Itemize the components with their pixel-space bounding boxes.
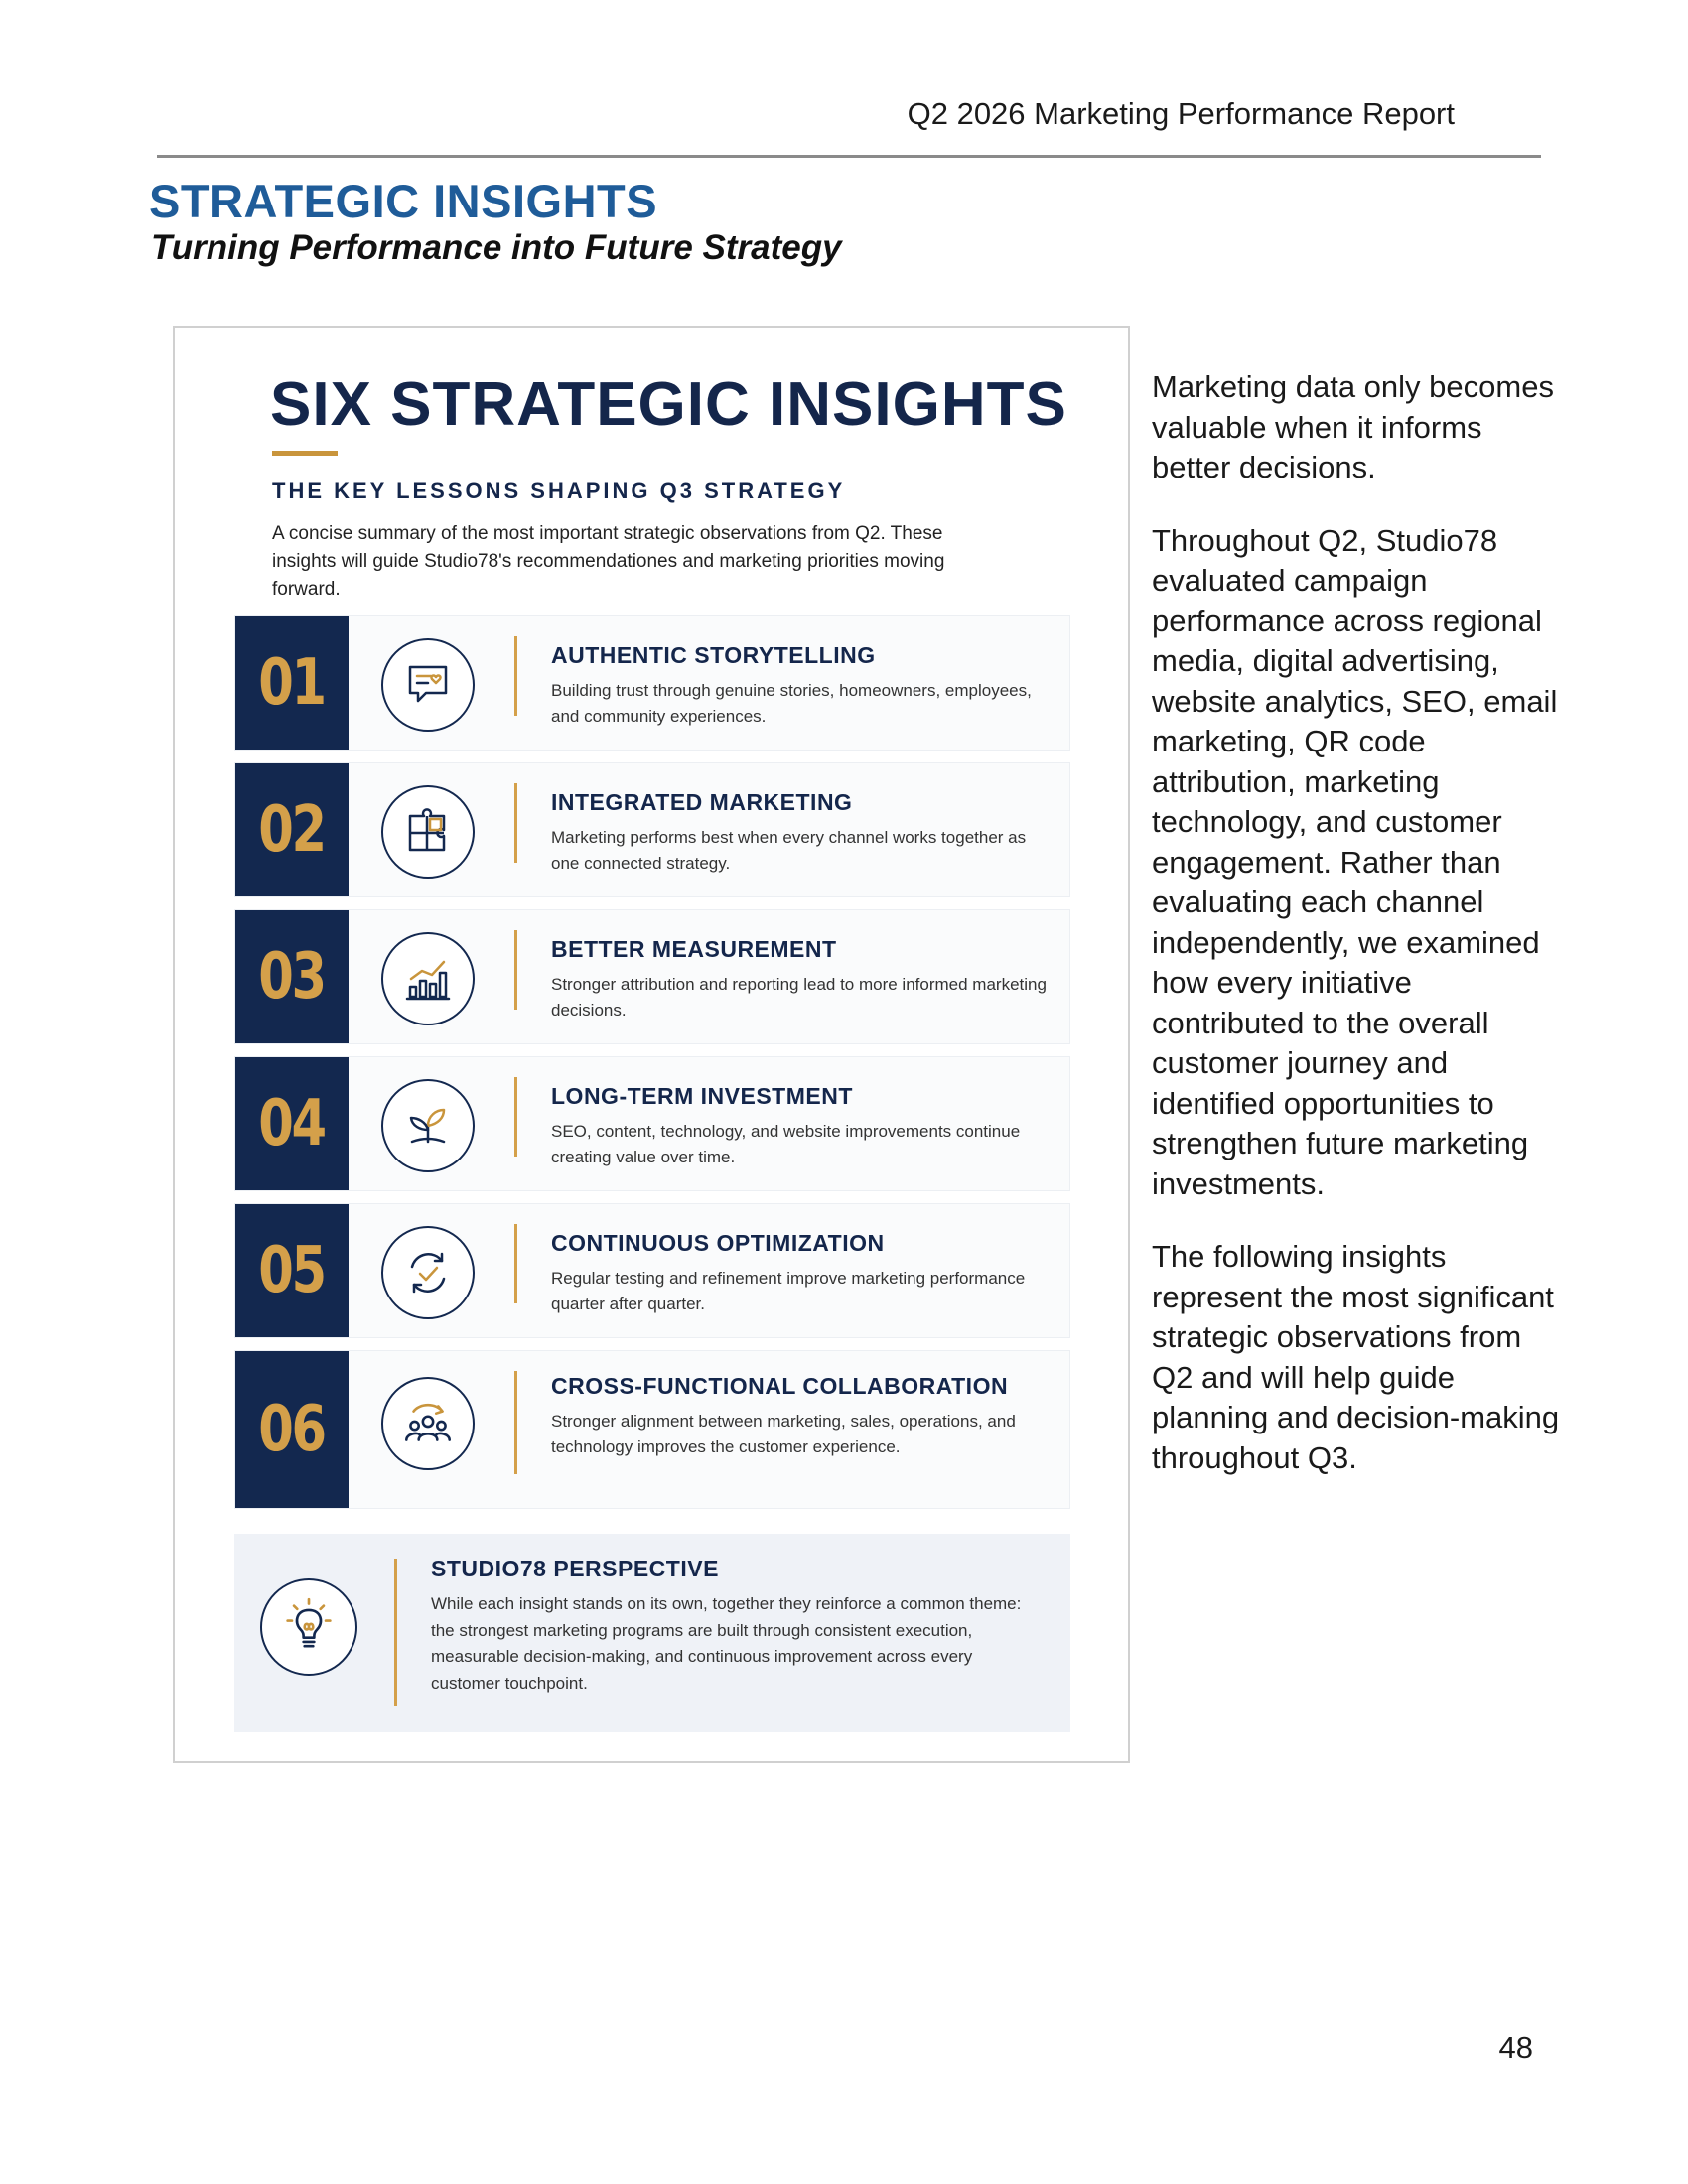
- insight-title: AUTHENTIC STORYTELLING: [551, 642, 876, 668]
- lightbulb-icon: [260, 1578, 357, 1676]
- body-paragraph-3: The following insights represent the most significant strategic observations from Q2 and will help guide planning and decision-making throughout Q3.: [1152, 1239, 1560, 1475]
- insight-number: 06: [235, 1351, 349, 1508]
- perspective-title: STUDIO78 PERSPECTIVE: [431, 1556, 719, 1581]
- infographic-kicker: THE KEY LESSONS SHAPING Q3 STRATEGY: [272, 478, 846, 503]
- accent-bar: [514, 930, 517, 1010]
- insight-number: 01: [235, 616, 349, 750]
- body-paragraph-2: Throughout Q2, Studio78 evaluated campaign performance across regional media, digital advertising, website analytics, SEO, email marketing, QR code attribution, marketing technology, and customer engagement. Rather than evaluating each channel independently, we examined how every initiative contributed to the overall customer journey and identified opportunities to strengthen future marketing investments.: [1152, 522, 1558, 1201]
- insight-card-06: [234, 1350, 1070, 1509]
- studio78-perspective: [234, 1534, 1070, 1732]
- perspective-body: While each insight stands on its own, together they reinforce a common theme: the strongest marketing programs are built through consistent execution, measurable decision-making, and continuous improvement across every customer touchpoint.: [431, 1594, 1022, 1693]
- team-icon: [381, 1377, 475, 1470]
- insight-number: 04: [235, 1057, 349, 1190]
- accent-bar: [394, 1559, 397, 1706]
- insight-title: BETTER MEASUREMENT: [551, 936, 837, 962]
- accent-bar: [514, 783, 517, 863]
- insight-title: LONG-TERM INVESTMENT: [551, 1083, 853, 1109]
- body-text: [1152, 367, 1569, 1511]
- insight-body: SEO, content, technology, and website improvements continue creating value over time.: [551, 1122, 1021, 1166]
- cycle-check-icon: [381, 1226, 475, 1319]
- insight-title: INTEGRATED MARKETING: [551, 789, 853, 815]
- bar-chart-icon: [381, 932, 475, 1025]
- infographic-title: SIX STRATEGIC INSIGHTS: [270, 370, 1067, 439]
- insight-title: CONTINUOUS OPTIMIZATION: [551, 1230, 885, 1256]
- body-paragraph-1: Marketing data only becomes valuable when it informs better decisions.: [1152, 369, 1554, 484]
- insight-number: 05: [235, 1204, 349, 1337]
- insight-number: 03: [235, 910, 349, 1043]
- title-accent-line: [272, 451, 338, 456]
- section-subtitle: Turning Performance into Future Strategy: [151, 228, 842, 267]
- accent-bar: [514, 636, 517, 716]
- header-rule: [157, 155, 1541, 158]
- insight-body: Regular testing and refinement improve marketing performance quarter after quarter.: [551, 1269, 1026, 1313]
- insight-card-04: [234, 1056, 1070, 1191]
- puzzle-icon: [381, 785, 475, 879]
- sprout-icon: [381, 1079, 475, 1172]
- insight-body: Stronger attribution and reporting lead to more informed marketing decisions.: [551, 975, 1047, 1020]
- insight-body: Stronger alignment between marketing, sales, operations, and technology improves the customer experience.: [551, 1412, 1016, 1456]
- accent-bar: [514, 1371, 517, 1474]
- insight-title: CROSS-FUNCTIONAL COLLABORATION: [551, 1373, 1009, 1399]
- infographic-intro: A concise summary of the most important strategic observations from Q2. These insights will guide Studio78's recommendationes and marketing priorities moving forward.: [272, 523, 945, 600]
- insight-number: 02: [235, 763, 349, 896]
- section-title: STRATEGIC INSIGHTS: [149, 175, 658, 227]
- insight-card-05: [234, 1203, 1070, 1338]
- insights-infographic: [173, 326, 1130, 1763]
- accent-bar: [514, 1224, 517, 1303]
- insight-card-03: [234, 909, 1070, 1044]
- running-header: Q2 2026 Marketing Performance Report: [907, 96, 1455, 131]
- accent-bar: [514, 1077, 517, 1157]
- insight-body: Building trust through genuine stories, homeowners, employees, and community experiences.: [551, 681, 1032, 726]
- insight-card-01: [234, 615, 1070, 751]
- insight-body: Marketing performs best when every channel works together as one connected strategy.: [551, 828, 1027, 873]
- chat-heart-icon: [381, 638, 475, 732]
- page-number: 48: [1498, 2030, 1533, 2065]
- insight-card-02: [234, 762, 1070, 897]
